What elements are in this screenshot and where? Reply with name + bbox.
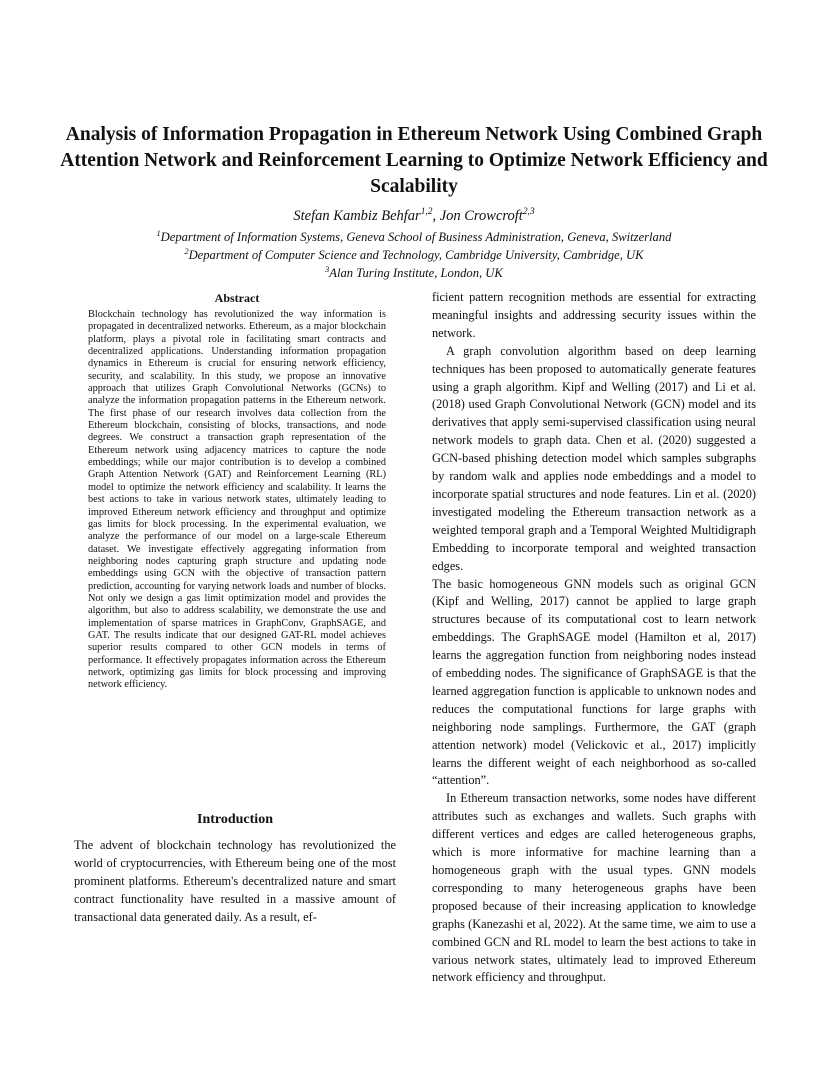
affiliation-text: Department of Computer Science and Technology, Cambridge University, Cambridge, UK (188, 248, 644, 262)
affiliation-line (60, 228, 768, 246)
author-line (60, 206, 768, 226)
affiliation-block (60, 228, 768, 282)
affiliation-superscript: 3 (325, 264, 330, 274)
affiliation-superscript: 2 (184, 246, 189, 256)
abstract-heading: Abstract (214, 291, 260, 305)
abstract-text: Blockchain technology has revolutionized the way information is propagated in decentralized networks. Ethereum, as a major blockchain platform, plays a pivotal role in facilitating smart contracts and decentralized applications. Understanding information propagation dynamics in Ethereum is crucial for ensuring network efficiency, security, and scalability. In this study, we propose an innovative approach that utilizes Graph Convolutional Networks (GCNs) to analyze the information propagation patterns in the Ethereum network. The first phase of our research involves data collection from the Ethereum blockchain, consisting of blocks, transactions, and node degrees. We construct a transaction graph representation of the Ethereum network using adjacency matrices to capture the node embeddings; while our major contribution is to develop a combined Graph Attention Network (GAT) and Reinforcement Learning (RL) model to optimize the network efficiency and scalability. It learns the best actions to take in various network states, ultimately leading to improved Ethereum network efficiency and throughput and optimize gas limits for block processing. In the experimental evaluation, we analyze the performance of our model on a large-scale Ethereum dataset. We investigate effectively aggregating information from neighboring nodes capturing graph structure and updating node embeddings using GCN with the objective of transaction pattern prediction, accounting for varying network loads and number of blocks. Not only we design a gas limit optimization model and provides the algorithm, but also to address scalability, we demonstrate the use and implementation of sparse matrices in GraphConv, GraphSAGE, and GAT. The results indicate that our designed GAT-RL model achieves superior results compared to other GCN models in terms of performance. It effectively propagates information across the Ethereum network, optimizing gas limits for block processing and improving network efficiency. (88, 309, 386, 691)
author-separator: , (432, 208, 440, 224)
author-superscript: 1,2 (420, 207, 433, 218)
body-paragraph: The basic homogeneous GNN models such as original GCN (Kipf and Welling, 2017) cannot be applied to large graph structures because of its computational cost to learn network embeddings. The GraphSAGE model (Hamilton et al, 2017) learns the aggregation function from neighboring nodes instead of embedding nodes. The significance of GraphSAGE is that the learned aggregation function is applicable to unknown nodes and reduces the computational functions for large graphs with neighboring node samplings. Furthermore, the GAT (graph attention network) model (Velickovic et al., 2017) implicitly learns the different weight of each neighborhood as so-called “attention”. (432, 576, 756, 788)
affiliation-line (60, 264, 768, 282)
body-paragraph: A graph convolution algorithm based on deep learning techniques has been proposed to automatically generate features using a graph algorithm. Kipf and Welling (2017) and Li et al. (2018) used Graph Convolutional Network (GCN) model and its derivatives that apply semi-supervised classification using neural network models to graph data. Chen et al. (2020) suggested a GCN-based phishing detection model which samples subgraphs by random walk and applies node embeddings and a model to incorporate spatial structures and node features. Lin et al. (2020) investigated modeling the Ethereum transaction network as a weighted temporal graph and a Temporal Weighted Multidigraph Embedding to incorporate temporal and weighted transaction edges. (432, 343, 756, 573)
affiliation-line (60, 246, 768, 264)
right-column (432, 289, 756, 987)
affiliation-text: Alan Turing Institute, London, UK (329, 266, 503, 280)
affiliation-superscript: 1 (156, 228, 161, 238)
author-name: Stefan Kambiz Behfar (293, 208, 421, 224)
author-superscript: 2,3 (522, 207, 535, 218)
body-paragraph: In Ethereum transaction networks, some nodes have different attributes such as exchanges and wallets. Such graphs with different vertices and edges are called heterogeneous graphs, which is more informative for machine learning than a homogeneous graph with the usual types. GNN models corresponding to many heterogeneous graphs have been proposed because of their increasing application to knowledge graphs (Kanezashi et al, 2022). At the same time, we aim to use a combined GCN and RL model to learn the best actions to take in various network states, ultimately lead to improved Ethereum network efficiency and throughput. (432, 791, 756, 985)
introduction-paragraph: The advent of blockchain technology has revolutionized the world of cryptocurrencies, with Ethereum being one of the most prominent platforms. Ethereum's decentralized nature and smart contract functionality have resulted in a massive amount of transactional data generated daily. As a result, ef- (74, 838, 396, 924)
paper-title: Analysis of Information Propagation in Ethereum Network Using Combined Graph Attention Network and Reinforcement Learning to Optimize Network Efficiency and Scalability (60, 124, 768, 197)
body-paragraph: ficient pattern recognition methods are essential for extracting meaningful insights and addressing security issues within the network. (432, 290, 756, 340)
author-name: Jon Crowcroft (439, 208, 523, 224)
introduction-heading: Introduction (197, 812, 273, 827)
affiliation-text: Department of Information Systems, Geneva School of Business Administration, Geneva, Switzerland (160, 230, 672, 244)
